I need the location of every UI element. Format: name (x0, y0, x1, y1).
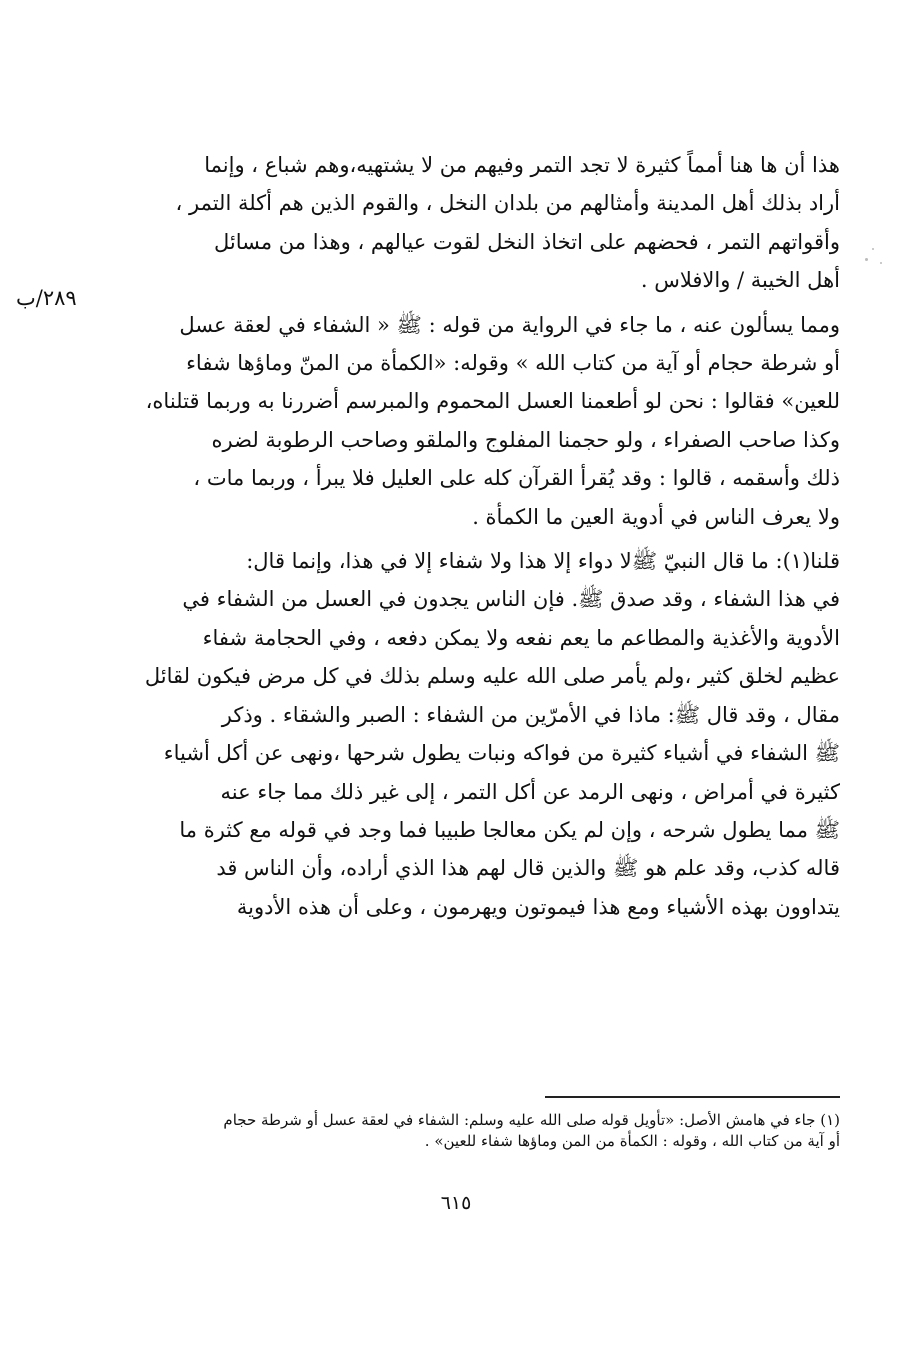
page-number: ٦١٥ (440, 1192, 472, 1214)
footnote-divider (545, 1096, 840, 1098)
scan-speck (872, 248, 874, 250)
text-line: عظيم لخلق كثير ،ولم يأمر صلى الله عليه وسلم بذلك في كل مرض فيكون لقائل (144, 664, 840, 689)
text-line: الأدوية والأغذية والمطاعم ما يعم نفعه ولا يمكن دفعه ، وفي الحجامة شفاء (202, 625, 840, 650)
footnote-line: أو آية من كتاب الله ، وقوله : الكمأة من المن وماؤها شفاء للعين» . (424, 1132, 840, 1150)
text-line: كثيرة في أمراض ، ونهى الرمد عن أكل التمر ، إلى غير ذلك مما جاء عنه (220, 779, 840, 804)
footnote-line: (١) جاء في هامش الأصل: «تأويل قوله صلى الله عليه وسلم: الشفاء في لعقة عسل أو شرطة حجام (223, 1111, 840, 1129)
text-line: قاله كذب، وقد علم هو ﷺ والذين قال لهم هذا الذي أراده، وأن الناس قد (216, 856, 840, 881)
scan-speck (880, 262, 882, 264)
text-line: في هذا الشفاء ، وقد صدق ﷺ. فإن الناس يجدون في العسل من الشفاء في (182, 587, 840, 612)
text-line: أراد بذلك أهل المدينة وأمثالهم من بلدان النخل ، والقوم الذين هم أكلة التمر ، (175, 191, 840, 216)
main-text (112, 146, 840, 926)
text-line: للعين» فقالوا : نحن لو أطعمنا العسل المحموم والمبرسم أضررنا به وربما قتلناه، (145, 389, 840, 414)
text-line: ولا يعرف الناس في أدوية العين ما الكمأة . (472, 504, 840, 529)
text-line: ذلك وأسقمه ، قالوا : وقد يُقرأ القرآن كله على العليل فلا يبرأ ، وربما مات ، (193, 466, 840, 491)
text-line: يتداوون بهذه الأشياء ومع هذا فيموتون ويهرمون ، وعلى أن هذه الأدوية (236, 894, 840, 919)
text-line: قلنا(١): ما قال النبيّ ﷺلا دواء إلا هذا ولا شفاء إلا في هذا، وإنما قال: (246, 549, 840, 574)
text-line: وأقواتهم التمر ، فحضهم على اتخاذ النخل لقوت عيالهم ، وهذا من مسائل (213, 229, 840, 254)
paragraph-3 (112, 542, 840, 926)
text-line: وكذا صاحب الصفراء ، ولو حجمنا المفلوج والملقو وصاحب الرطوبة لضره (211, 427, 840, 452)
text-line: هذا أن ها هنا أمماً كثيرة لا تجد التمر وفيهم من لا يشتهيه،وهم شباع ، وإنما (204, 153, 840, 177)
text-line: ومما يسألون عنه ، ما جاء في الرواية من قوله : ﷺ « الشفاء في لعقة عسل (179, 312, 840, 337)
footnote (112, 1110, 840, 1152)
scan-speck (865, 258, 868, 261)
text-line: أو شرطة حجام أو آية من كتاب الله » وقوله: «الكمأة من المنّ وماؤها شفاء (186, 351, 840, 376)
text-line: أهل الخيبة / والافلاس . (640, 268, 840, 293)
text-line: مقال ، وقد قال ﷺ: ماذا في الأمرّين من الشفاء : الصبر والشقاء . وذكر (221, 702, 840, 727)
text-line: ﷺ الشفاء في أشياء كثيرة من فواكه ونبات يطول شرحها ،ونهى عن أكل أشياء (163, 741, 840, 766)
paragraph-1 (112, 146, 840, 300)
margin-folio-note: ٢٨٩/ب (16, 286, 77, 310)
text-line: ﷺ مما يطول شرحه ، وإن لم يكن معالجا طبيبا فما وجد في قوله مع كثرة ما (179, 817, 840, 842)
paragraph-2 (112, 306, 840, 536)
